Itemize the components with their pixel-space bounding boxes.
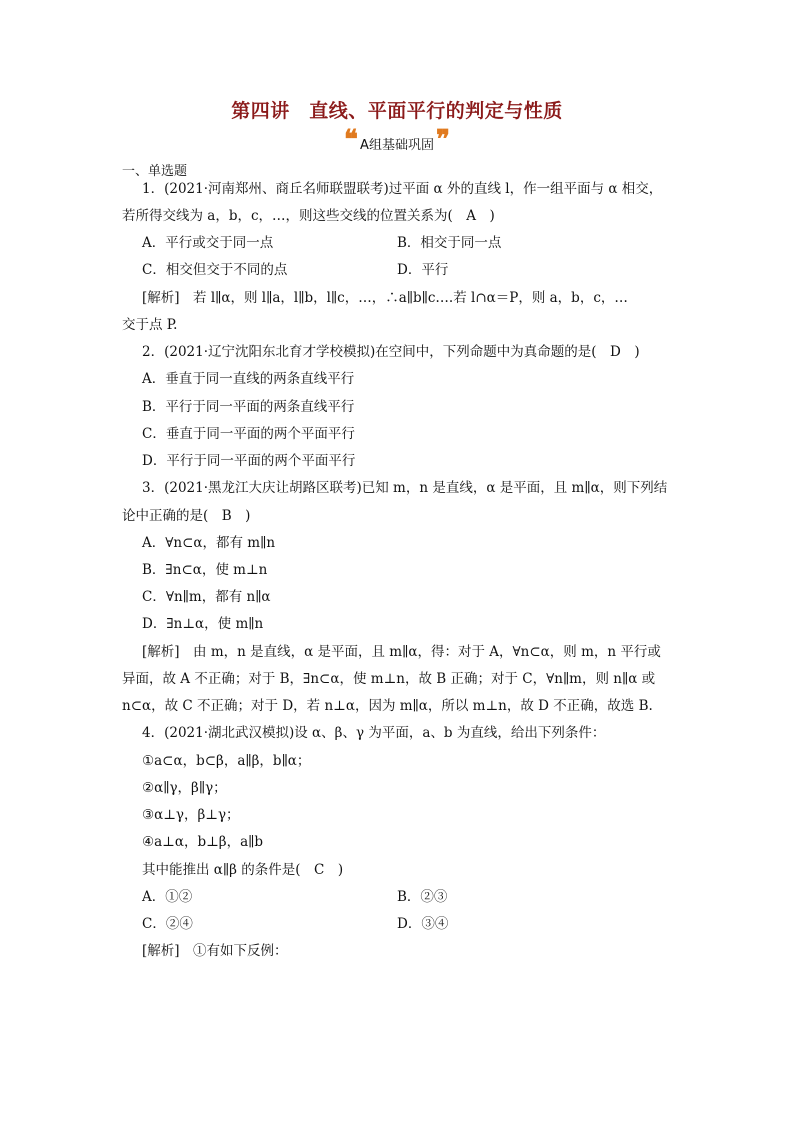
text-line: B．∃n⊂α，使 m⊥n <box>142 562 268 578</box>
text-line: 论中正确的是( B ) <box>122 508 251 524</box>
text-line: 2．(2021·辽宁沈阳东北育才学校模拟)在空间中，下列命题中为真命题的是( D ) <box>142 344 640 360</box>
text-line: 交于点 P. <box>122 317 178 333</box>
text-line: 异面，故 A 不正确；对于 B，∃n⊂α，使 m⊥n，故 B 正确；对于 C，∀n∥m，则 n∥α 或 <box>122 671 656 687</box>
section-heading: 一、单选题 <box>122 164 188 179</box>
text-line: A．∀n⊂α，都有 m∥n <box>142 535 276 551</box>
text-line: 其中能推出 α∥β 的条件是( C ) <box>142 862 344 878</box>
text-line: n⊂α，故 C 不正确；对于 D，若 n⊥α，因为 m∥α，所以 m⊥n，故 D 不正确，故选 B. <box>122 698 653 714</box>
text-line: 1．(2021·河南郑州、商丘名师联盟联考)过平面 α 外的直线 l，作一组平面与 α 相交， <box>142 181 663 197</box>
text-line: ②α∥γ，β∥γ； <box>142 780 227 796</box>
text-line: C．②④ <box>142 916 193 932</box>
text-line: ①a⊂α，b⊂β，a∥β，b∥α； <box>142 753 311 769</box>
text-line: B．平行于同一平面的两条直线平行 <box>142 399 355 415</box>
open-quote-icon: ❝ <box>344 125 359 155</box>
text-line: 3．(2021·黑龙江大庆让胡路区联考)已知 m，n 是直线，α 是平面，且 m∥α，则下列结 <box>142 480 668 496</box>
text-line: D．∃n⊥α，使 m∥n <box>142 616 264 632</box>
text-line: D．③④ <box>397 916 449 932</box>
text-line: D．平行于同一平面的两个平面平行 <box>142 453 356 469</box>
text-line: [解析] 若 l∥α，则 l∥a，l∥b，l∥c，…，∴a∥b∥c….若 l∩α＝P，则 a，b，c，… <box>142 290 628 306</box>
page-title: 第四讲 直线、平面平行的判定与性质 <box>231 100 563 122</box>
text-line: C．相交但交于不同的点 <box>142 262 288 278</box>
text-line: B．相交于同一点 <box>397 235 502 251</box>
text-line: 若所得交线为 a，b，c，…，则这些交线的位置关系为( A ) <box>122 208 495 224</box>
text-line: C．∀n∥m，都有 n∥α <box>142 589 271 605</box>
text-line: A．平行或交于同一点 <box>142 235 274 251</box>
group-banner <box>0 125 794 155</box>
text-line: A．垂直于同一直线的两条直线平行 <box>142 371 355 387</box>
close-quote-icon: ❞ <box>435 125 450 155</box>
text-line: B．②③ <box>397 889 448 905</box>
text-line: 4．(2021·湖北武汉模拟)设 α、β、γ 为平面，a、b 为直线，给出下列条件： <box>142 725 606 741</box>
text-line: [解析] 由 m，n 是直线，α 是平面，且 m∥α，得：对于 A，∀n⊂α，则 m，n 平行或 <box>142 644 661 660</box>
text-line: C．垂直于同一平面的两个平面平行 <box>142 426 355 442</box>
text-line: [解析] ①有如下反例： <box>142 943 288 959</box>
group-label: A组基础巩固 <box>360 137 434 153</box>
text-line: D．平行 <box>397 262 449 278</box>
text-line: ③α⊥γ，β⊥γ； <box>142 807 240 823</box>
text-line: ④a⊥α，b⊥β，a∥b <box>142 834 264 850</box>
text-line: A．①② <box>142 889 193 905</box>
